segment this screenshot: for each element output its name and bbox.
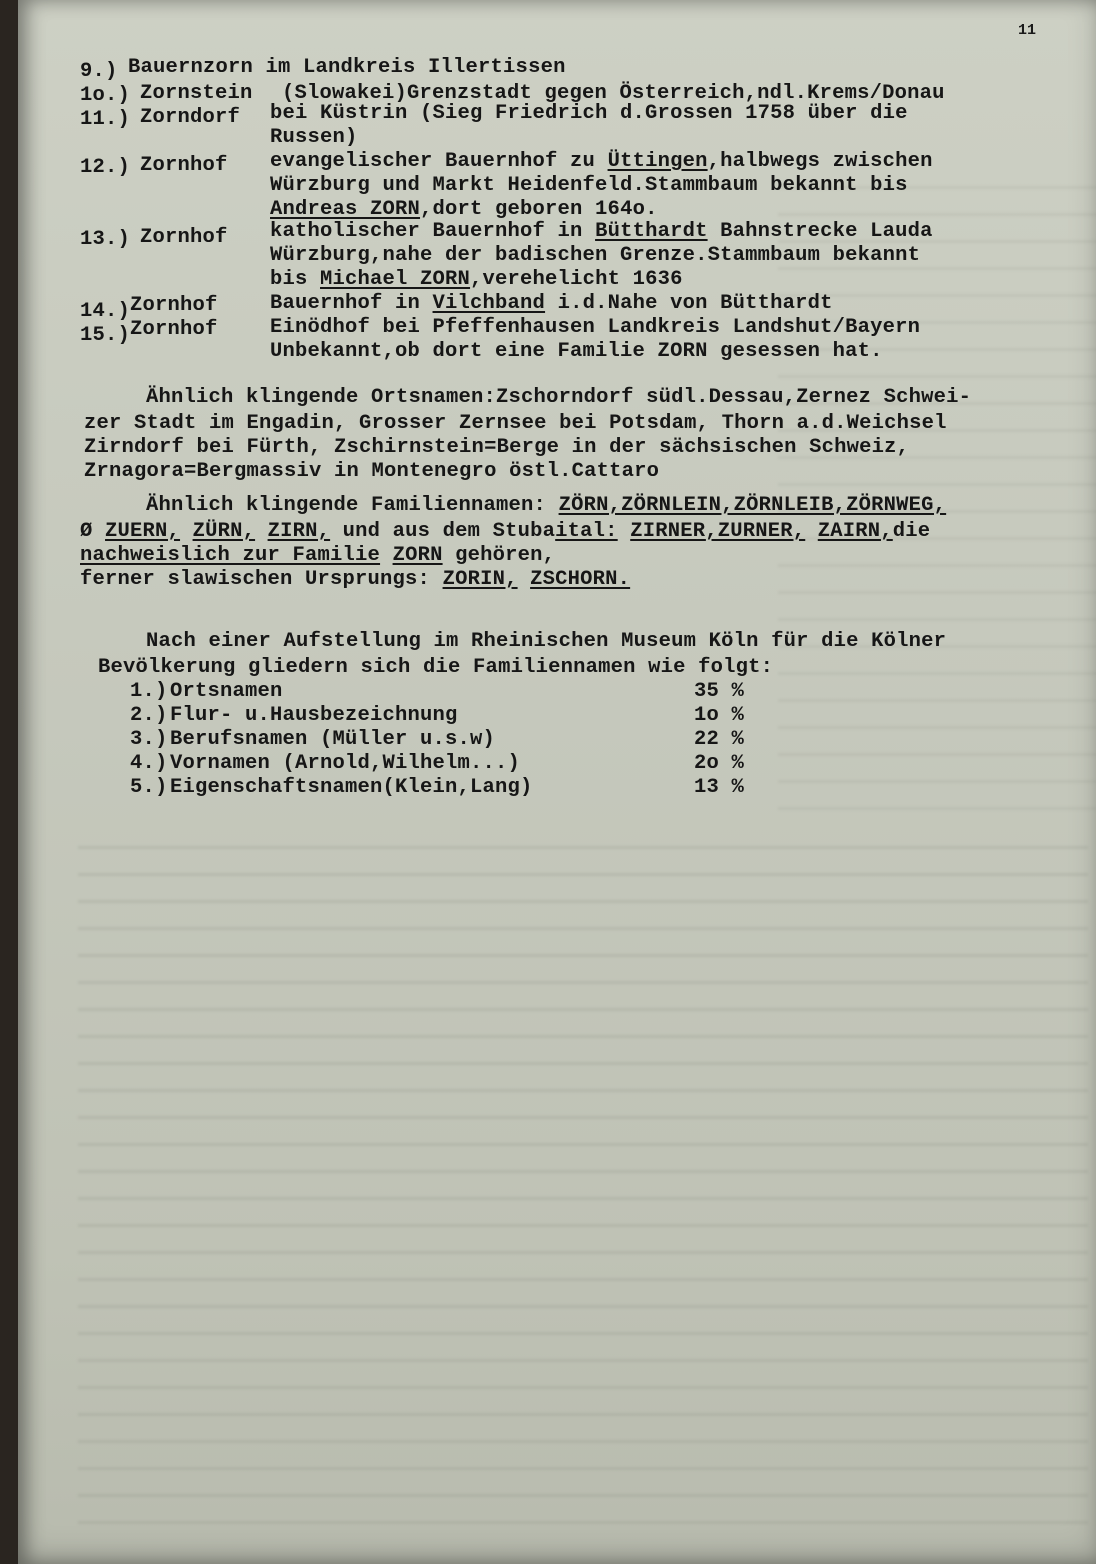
entry-number: 9.) [80,60,118,83]
museum-line: Nach einer Aufstellung im Rheinischen Museum Köln für die Kölner [146,630,947,653]
stat-value: 2o % [694,752,745,775]
entry-name: Bauernzorn im Landkreis Illertissen [128,56,566,79]
entry-text: Russen) [270,126,358,149]
stat-number: 1.) [130,680,168,703]
entry-text: Würzburg und Markt Heidenfeld.Stammbaum bekannt bis [270,174,908,197]
entry-number: 13.) [80,228,131,251]
entry-number: 12.) [80,156,131,179]
stat-number: 2.) [130,704,168,727]
document-page [18,0,1096,1564]
entry-name: Zornhof [140,154,228,177]
entry-name: Zornstein [140,82,253,105]
stat-value: 1o % [694,704,745,727]
stat-label: Berufsnamen (Müller u.s.w) [170,728,496,751]
entry-text: Bauernhof in Vilchband i.d.Nahe von Bütthardt [270,292,833,315]
stat-number: 5.) [130,776,168,799]
entry-number: 11.) [80,108,131,131]
places-line: zer Stadt im Engadin, Grosser Zernsee bei Potsdam, Thorn a.d.Weichsel [84,412,947,435]
entry-number: 14.) [80,300,131,323]
stat-number: 3.) [130,728,168,751]
family-line-2: Ø ZUERN, ZÜRN, ZIRN, und aus dem Stubaital: ZIRNER,ZURNER, ZAIRN,die [80,520,931,543]
entry-text: katholischer Bauernhof in Bütthardt Bahnstrecke Lauda [270,220,933,243]
stat-value: 22 % [694,728,745,751]
stat-label: Eigenschaftsnamen(Klein,Lang) [170,776,533,799]
stat-value: 35 % [694,680,745,703]
bleed-through-text [78,830,1088,1530]
family-line-3: nachweislich zur Familie ZORN gehören, [80,544,556,567]
entry-text: Würzburg,nahe der badischen Grenze.Stammbaum bekannt [270,244,921,267]
stat-number: 4.) [130,752,168,775]
places-line: Zrnagora=Bergmassiv in Montenegro östl.Cattaro [84,460,660,483]
entry-text: bis Michael ZORN,verehelicht 1636 [270,268,683,291]
entry-name: Zornhof [130,318,218,341]
entry-text: (Slowakei)Grenzstadt gegen Österreich,ndl.Krems/Donau [282,82,945,105]
entry-number: 15.) [80,324,131,347]
entry-text: Einödhof bei Pfeffenhausen Landkreis Landshut/Bayern [270,316,921,339]
entry-name: Zornhof [130,294,218,317]
stat-label: Ortsnamen [170,680,283,703]
places-line: Zirndorf bei Fürth, Zschirnstein=Berge in der sächsischen Schweiz, [84,436,910,459]
places-line: Ähnlich klingende Ortsnamen:Zschorndorf südl.Dessau,Zernez Schwei- [146,386,972,409]
page-number: 11 [1017,22,1036,39]
entry-name: Zorndorf [140,106,241,129]
museum-line: Bevölkerung gliedern sich die Familiennamen wie folgt: [98,656,774,679]
stat-label: Vornamen (Arnold,Wilhelm...) [170,752,521,775]
stat-label: Flur- u.Hausbezeichnung [170,704,458,727]
entry-text: bei Küstrin (Sieg Friedrich d.Grossen 1758 über die [270,102,908,125]
entry-text: Unbekannt,ob dort eine Familie ZORN gesessen hat. [270,340,883,363]
entry-number: 1o.) [80,84,131,107]
stat-value: 13 % [694,776,745,799]
family-line-1: Ähnlich klingende Familiennamen: ZÖRN,ZÖRNLEIN,ZÖRNLEIB,ZÖRNWEG, [146,494,947,517]
entry-text: Andreas ZORN,dort geboren 164o. [270,198,658,221]
entry-name: Zornhof [140,226,228,249]
family-line-4: ferner slawischen Ursprungs: ZORIN, ZSCHORN. [80,568,631,591]
entry-text: evangelischer Bauernhof zu Üttingen,halbwegs zwischen [270,150,933,173]
